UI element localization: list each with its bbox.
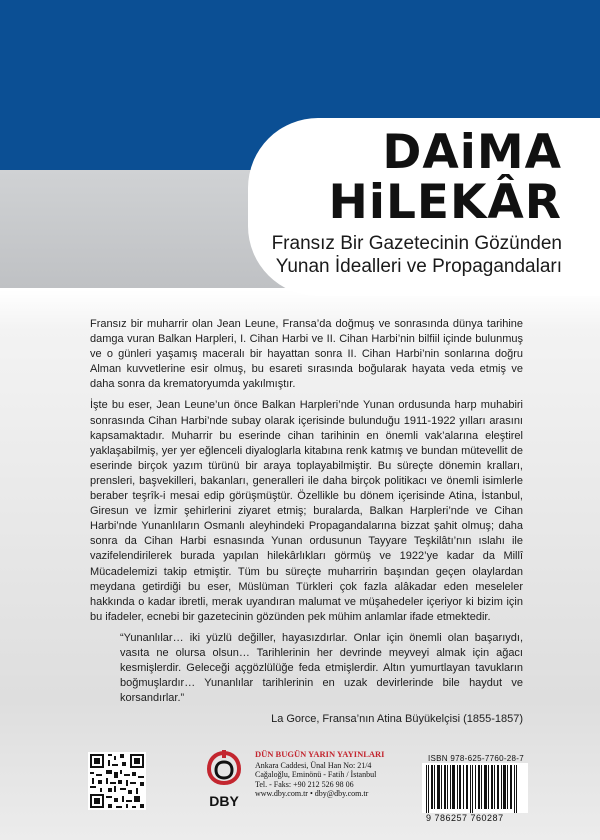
barcode-number: 9 786257 760287 bbox=[426, 813, 504, 823]
paragraph-1: Fransız bir muharrir olan Jean Leune, Fransa’da doğmuş ve sonrasında dünya tarihine damga vuran Balkan Harpleri, I. Cihan Harbi ve II. Cihan Harbi’nin bilfiil içinde bulunmuş ve o günleri yaşamış maceralı bir hayattan sonra II. Cihan Harbi’nin sonlarına doğru Alman kuvvetlerine esir olmuş, bu esareti sırasında boğularak hayata veda etmiş ve daha sonra da krematoryumda yakılmıştır. bbox=[90, 318, 523, 391]
publisher-name: DÜN BUGÜN YARIN YAYINLARI bbox=[255, 749, 385, 759]
quote-attribution: La Gorce, Fransa’nın Atina Büyükelçisi (1855-1857) bbox=[271, 713, 523, 726]
barcode-icon bbox=[422, 763, 528, 813]
publisher-phone: Tel. - Faks: +90 212 526 98 06 bbox=[255, 779, 354, 789]
subtitle-line-2: Yunan İdealleri ve Propagandaları bbox=[275, 256, 562, 277]
publisher-logo-text: DBY bbox=[209, 793, 239, 809]
subtitle-line-1: Fransız Bir Gazetecinin Gözünden bbox=[271, 233, 562, 254]
publisher-address-2: Cağaloğlu, Eminönü - Fatih / İstanbul bbox=[255, 770, 377, 779]
title-line-2: HiLEKÂR bbox=[328, 175, 562, 230]
qr-code-icon bbox=[88, 752, 146, 810]
book-subtitle bbox=[232, 232, 562, 278]
publisher-logo bbox=[203, 750, 245, 812]
paragraph-2: İşte bu eser, Jean Leune’un önce Balkan Harpleri’nde Yunan ordusunda harp muhabiri sonrasında Cihan Harbi’nde subay olarak içerisinde bulunduğu 1911-1922 yılları arasını kapsamaktadır. Muharrir bu eserinde cihan tarihinin en önemli vak’alarına eleştirel yaklaşabilmiş, yer yer eğlenceli diyaloglarla kitabına renk katmış ve bundan mütevellit de eserinde birçok yazım türünü bir araya toplayabilmiştir. Bu süreçte dönemin kralları, prensleri, başvekilleri, bakanları, generalleri ile daha birçok politikacı ve önemli isimlerle beraber teşrîk-i mesai edip görüşmüştür. Özellikle bu dönem içerisinde Atina, İstanbul, Giresun ve İzmir şehirlerini ziyaret etmiş; buralarda, Balkan Harpleri’nde ve Cihan Harbi’nde Yunanlıların Osmanlı aleyhindeki Propagandalarına bizzat şahit olmuş; daha sonra da Cihan Harbi esnasında Yunan ordusunun Tayyare Teşkilâtı’nın ıslahı ile vazifelendirilerek burada yapılan hilekârlıkları görmüş ve 1922’ye kadar da Millî Mücadelemizi takip etmiştir. Tüm bu süreçte muharririn başından geçen olaylardan meydana getirdiği bu eser, Müslüman Türkleri çok fazla alâkadar eden meseleler hakkında o kadar ibretli, merak uyandıran malumat ve müşahedeler içeriyor ki bizim için bu ifadeler, ecnebi bir gazetecinin gözünden pek mühim anlamlar ifade etmektedir. bbox=[90, 399, 523, 623]
publisher-logo-icon bbox=[203, 750, 245, 812]
title-line-1: DAiMA bbox=[382, 125, 562, 180]
publisher-web[interactable]: www.dby.com.tr • dby@dby.com.tr bbox=[255, 789, 369, 798]
footer bbox=[0, 740, 600, 840]
isbn-label: ISBN 978-625-7760-28-7 bbox=[428, 754, 524, 763]
quote: “Yunanlılar… iki yüzlü değiller, hayasızdırlar. Onlar için önemli olan başarıydı, vasıta ne olursa olsun… Tarihlerinin her devrinde meyveyi almak için ağacı kesmişlerdir. Geleceği açgözlülüğe feda etmişlerdir. Altın yumurtlayan tavukların boğmuşlardır… Yunanlılar tarihlerinin en uzak devirlerinde bile haydut ve korsandırlar.” bbox=[120, 631, 523, 705]
back-cover-text bbox=[90, 317, 523, 727]
publisher-info bbox=[255, 750, 415, 799]
book-title bbox=[328, 125, 563, 230]
publisher-address-1: Ankara Caddesi, Ünal Han No: 21/4 bbox=[255, 760, 372, 770]
